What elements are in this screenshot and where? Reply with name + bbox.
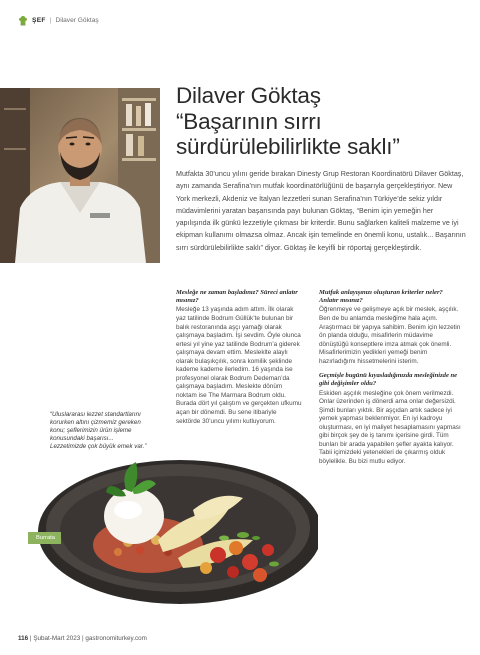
intro-paragraph: Mutfakta 30’uncu yılını geride bırakan Dinesty Grup Restoran Koordinatörü Dilaver Göktaş, aynı zamanda Serafina’nın mutfak koordinatörlüğünü de başarıyla gerçekleştiriyor. New York merkezli, Akdeniz ve İtalyan lezzetleri sunan Serafina’nın Türkiye’de sekiz yıldır müdavimlerini yaratan başarısında payı bulunan Göktaş, “Benim için yemeğin her yapılışında ilk günkü lezzetiyle çıkması bir kriterdir. Bunu sağlarken kaliteli malzeme ve iyi ekipman kullanımı olmazsa olmaz. Ancak işin temelinde en önemli konu, ustalık... Başarının sırrı sürdürülebilirlikte saklı” diyor. Göktaş ile keyifli bir röportaj gerçekleştirdik. — [176, 170, 466, 252]
footer-separator: | — [29, 635, 34, 642]
interview-answer: Mesleğe 13 yaşında adım attım. İlk olarak yaz tatilinde Bodrum Güllük’te bulunan bir balık restoranında aşçı yamağı olarak çalışmaya başladım. İşi sevdim. Öyle olunca ertesi yıl yine yaz tatilinde Bodrum’a giderek çalışmaya devam ettim. Mesleklte alaylı olarak bulaşıkçılık, sonra komilik şeklinde kademe kademe ilerledim. 16 yaşında ise profesyonel olarak Bodrum Dedeman’da çalışmaya başladım. Meslekte dönüm noktam ise The Marmara Bodrum oldu. Burada dört yıl çalıştım ve gerçekten ufkumu açan bir dönemdi. Bu sene itibariyle sektörde 30’uncu yılımı kutluyorum. — [176, 306, 302, 425]
chef-name-heading: Dilaver Göktaş — [176, 83, 321, 108]
interview-answer: Öğrenmeye ve gelişmeye açık bir meslek, aşçılık. Ben de bu anlamda mesleğime hala açım. Araştırmacı bir yapıya sahibim. Benim için lezzetin ön planda olduğu, misafirlerin müdavime dönüştüğü konseptlere imza atmak çok önemli. Misafirlerimizin yedikleri yemeği benim hazırladığımı hissetmelerini isterim. — [319, 306, 461, 365]
interview-answer: Eskiden aşçılık mesleğine çok önem verilmezdi. Onlar üzerinden iş dönerdi ama onlar değersizdi. Şimdi bunları yıktık. Bir aşçıdan artık sadece iyi yemek yapması beklenmiyor. En iyi kadroyu oluşturması, en iyi maliyet hesaplamasını yapması gibi birçok şey de iş tanımı içerisine girdi. Tüm bunları bir arada yapabilen şefler ayakta kalıyor. Tabii içimizdeki yetenekleri de çıkarmış olduk böylelikle. Bu bizi mutlu ediyor. — [319, 389, 461, 466]
title-quote-line-2: sürdürülebilirlikte saklı” — [176, 134, 400, 159]
title-quote-line-1: “Başarının sırrı — [176, 109, 322, 134]
article-column-1 — [176, 289, 302, 432]
article-title — [176, 82, 472, 159]
page-header — [18, 13, 99, 27]
pull-quote: “Uluslararası lezzet standartlarını korurken altını çizmemiz gereken konu; şeflerimizin ürün işleme konusundaki başarısı... Lezzetimizde çok büyük emek var.” — [50, 411, 147, 450]
chef-portrait-photo — [0, 88, 160, 263]
website-link[interactable]: gastronomiturkey.com — [85, 635, 147, 642]
issue-date: Şubat-Mart 2023 — [33, 635, 81, 642]
interview-question: Geçmişle bugünü kıyasladığınızda mesleğinizde ne gibi değişimler oldu? — [319, 372, 458, 388]
chef-portrait-illustration — [0, 88, 160, 263]
section-label: ŞEF — [32, 16, 46, 24]
burrata-dish-photo — [28, 440, 318, 615]
interview-question: Mutfak anlayışınızı oluşturan kriterler neler? Anlatır mısınız? — [319, 289, 443, 305]
page-footer — [18, 635, 147, 642]
chef-hat-logo-icon — [18, 15, 28, 26]
page-number: 116 — [18, 635, 29, 642]
breadcrumb-separator: | — [49, 16, 52, 24]
interview-question: Mesleğe ne zaman başladınız? Süreci anlatır mısınız? — [176, 289, 298, 305]
article-column-2 — [319, 289, 462, 473]
dish-illustration — [28, 440, 318, 615]
footer-separator: | — [81, 635, 86, 642]
photo-caption: Burrata — [28, 532, 61, 544]
breadcrumb: Dilaver Göktaş — [55, 16, 99, 24]
